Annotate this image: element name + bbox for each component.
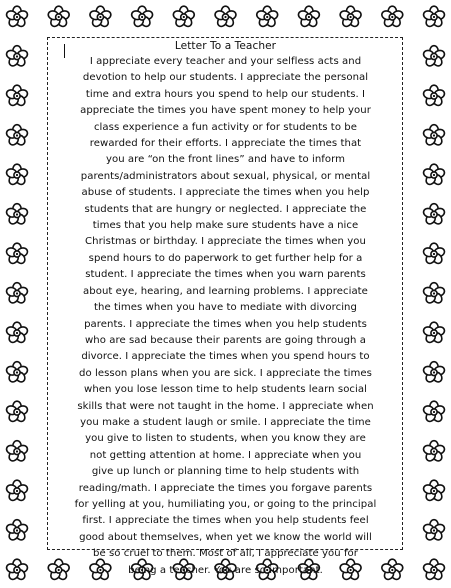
letter-line: for yelling at you, humiliating you, or going to the principal xyxy=(74,498,377,510)
letter-line: class experience a fun activity or for students to be xyxy=(93,121,358,133)
flower-icon xyxy=(131,6,154,28)
letter-line: spend hours to do paperwork to get further help for a xyxy=(88,252,363,264)
flower-icon xyxy=(5,441,28,463)
letter-line: give up lunch or planning time to help students with xyxy=(91,466,360,478)
flower-icon xyxy=(89,6,112,28)
flower-icon xyxy=(422,480,445,502)
letter-line: good about themselves, when yet we know the world will xyxy=(79,531,372,543)
letter-line: reading/math. I appreciate the times you forgave parents xyxy=(78,482,373,494)
flower-icon xyxy=(422,322,445,344)
flower-icon xyxy=(5,85,28,107)
flower-icon xyxy=(5,164,28,186)
flower-icon xyxy=(172,6,195,28)
flower-icon xyxy=(5,520,28,542)
letter-line: I appreciate every teacher and your selfless acts and xyxy=(89,56,362,67)
flower-icon xyxy=(5,480,28,502)
letter-line: parents. I appreciate the times when you help students xyxy=(84,318,367,330)
flower-icon xyxy=(5,243,28,265)
flower-icon xyxy=(422,283,445,305)
flower-icon xyxy=(422,401,445,423)
letter-line: you are “on the front lines” and have to inform xyxy=(105,154,346,166)
letter-body xyxy=(50,39,401,579)
flower-icon xyxy=(422,46,445,68)
letter-line: be so cruel to them. Most of all, I appreciate you for xyxy=(93,548,358,560)
flower-icon xyxy=(422,204,445,226)
flower-icon xyxy=(422,85,445,107)
letter-line: divorce. I appreciate the times when you spend hours to xyxy=(81,351,370,363)
flower-icon xyxy=(422,243,445,265)
letter-title: Letter To a Teacher xyxy=(174,40,277,52)
letter-line: student. I appreciate the times when you warn parents xyxy=(85,269,366,281)
letter-line: time and extra hours you spend to help our students. I xyxy=(85,88,366,100)
letter-line: when you lose lesson time to help students learn social xyxy=(84,384,367,396)
flower-icon xyxy=(381,6,404,28)
flower-icon xyxy=(256,6,279,28)
flower-icon xyxy=(339,6,362,28)
letter-line: you make a student laugh or smile. I appreciate the time xyxy=(80,416,371,428)
flower-icon xyxy=(5,559,28,581)
flower-icon xyxy=(422,559,445,581)
letter-line: parents/administrators about sexual, physical, or mental xyxy=(80,170,371,182)
flower-icon xyxy=(422,164,445,186)
flower-icon xyxy=(5,322,28,344)
flower-icon xyxy=(5,283,28,305)
flower-icon xyxy=(422,362,445,384)
flower-icon xyxy=(422,6,445,28)
letter-line: students that are hungry or neglected. I appreciate the xyxy=(84,203,367,215)
flower-icon xyxy=(5,204,28,226)
letter-line: appreciate the times you have spent money to help your xyxy=(80,105,371,117)
letter-line: not getting attention at home. I appreciate when you xyxy=(89,449,362,461)
letter-line: Christmas or birthday. I appreciate the times when you xyxy=(85,236,366,248)
letter-line: being a teacher. You are so important. xyxy=(128,564,323,576)
letter-text xyxy=(50,54,401,579)
flower-icon xyxy=(422,441,445,463)
flower-icon xyxy=(5,46,28,68)
letter-line: first. I appreciate the times when you help students feel xyxy=(82,515,369,527)
letter-line: abuse of students. I appreciate the times when you help xyxy=(81,187,370,199)
flower-icon xyxy=(5,401,28,423)
flower-icon xyxy=(422,125,445,147)
flower-icon xyxy=(5,362,28,384)
flower-icon xyxy=(297,6,320,28)
flower-icon xyxy=(47,6,70,28)
letter-line: the times when you have to mediate with divorcing xyxy=(94,302,357,314)
flower-icon xyxy=(5,125,28,147)
letter-line: devotion to help our students. I appreciate the personal xyxy=(82,72,369,84)
letter-line: who are sad because their parents are going through a xyxy=(85,334,366,346)
letter-line: about eye, hearing, and learning problems. I appreciate xyxy=(83,285,368,297)
letter-line: skills that were not taught in the home. I appreciate when xyxy=(77,400,374,412)
flower-icon xyxy=(422,520,445,542)
letter-line: do lesson plans when you are sick. I appreciate the times xyxy=(79,367,372,379)
flower-icon xyxy=(214,6,237,28)
letter-line: times that you help make sure students have a nice xyxy=(92,220,359,232)
flower-icon xyxy=(5,6,28,28)
letter-line: you give to listen to students, when you know they are xyxy=(85,433,366,445)
letter-line: rewarded for their efforts. I appreciate the times that xyxy=(89,138,362,150)
